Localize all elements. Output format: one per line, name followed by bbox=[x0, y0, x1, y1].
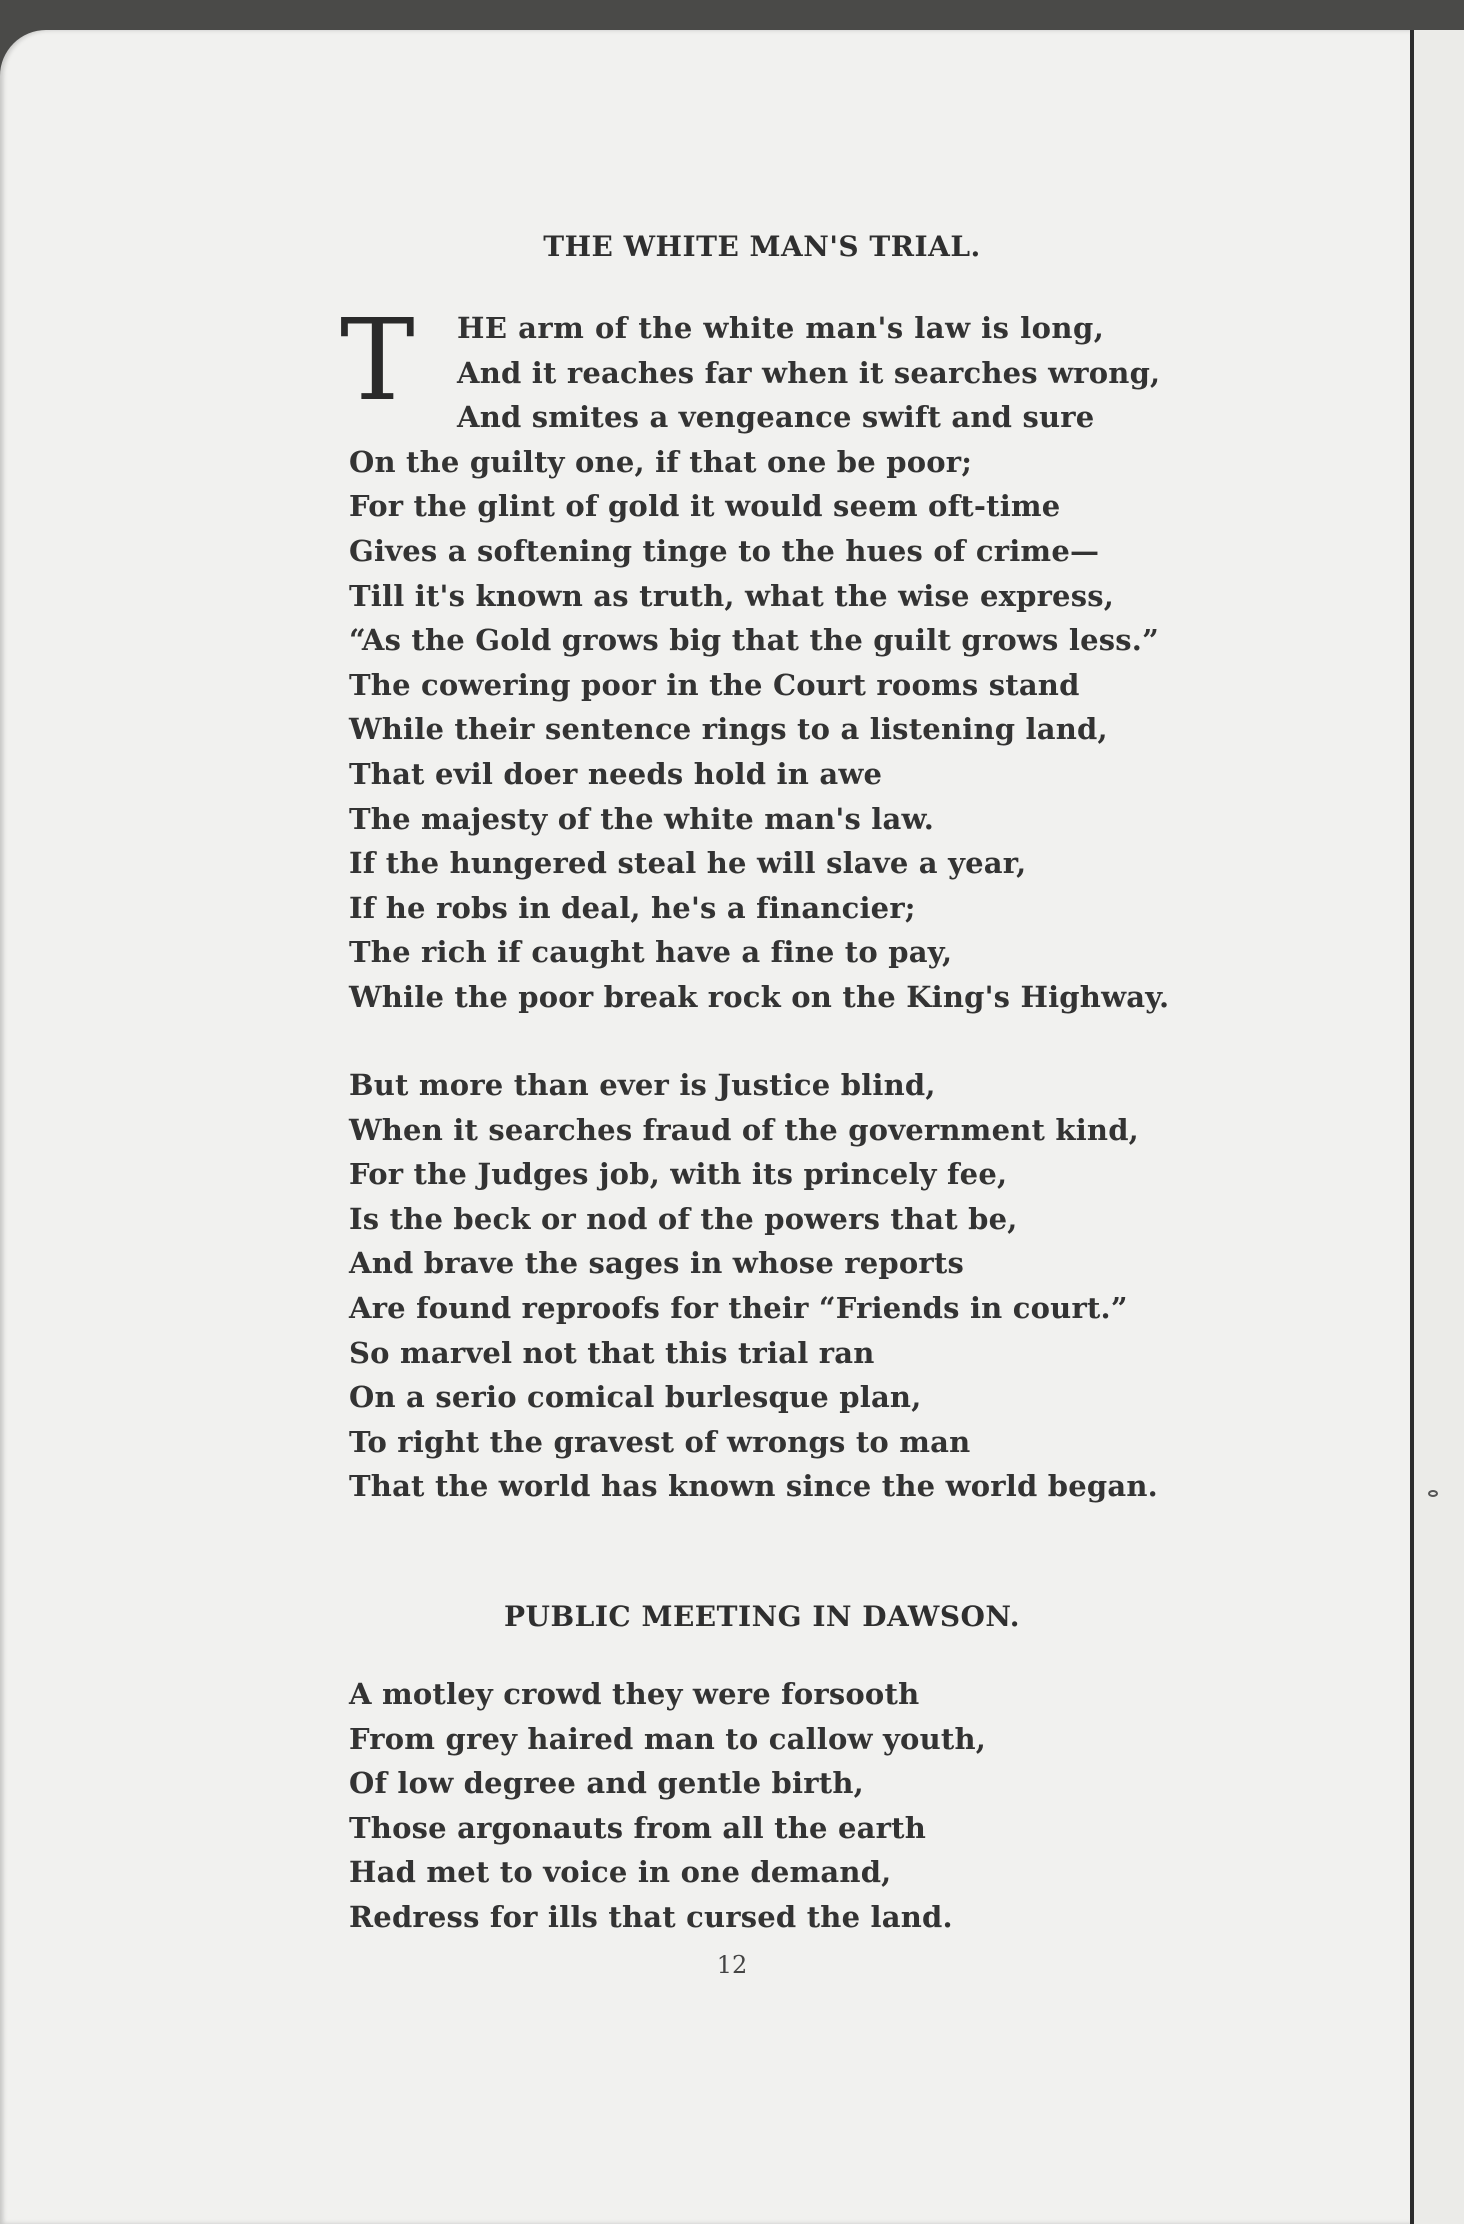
poem-line: Those argonauts from all the earth bbox=[349, 1810, 926, 1845]
poem-title-public-meeting: PUBLIC MEETING IN DAWSON. bbox=[504, 1600, 1020, 1633]
poem-line: When it searches fraud of the government kind, bbox=[349, 1112, 1139, 1147]
poem-line: The rich if caught have a fine to pay, bbox=[349, 935, 953, 970]
stanza-1 bbox=[349, 306, 1169, 1020]
poem-line: And it reaches far when it searches wrong, bbox=[457, 355, 1161, 390]
poem-line: If he robs in deal, he's a financier; bbox=[349, 890, 916, 925]
edge-mark bbox=[1428, 1490, 1438, 1497]
poem-line: Are found reproofs for their “Friends in court.” bbox=[349, 1290, 1128, 1325]
stanza-2 bbox=[349, 1063, 1158, 1509]
poem-line: For the Judges job, with its princely fee, bbox=[349, 1157, 1008, 1192]
poem-line: Had met to voice in one demand, bbox=[349, 1855, 892, 1890]
poem-line: Till it's known as truth, what the wise express, bbox=[349, 578, 1115, 613]
poem-line: So marvel not that this trial ran bbox=[349, 1335, 875, 1370]
poem-line: Gives a softening tinge to the hues of crime— bbox=[349, 533, 1100, 568]
poem-line: From grey haired man to callow youth, bbox=[349, 1721, 987, 1756]
poem-title-white-mans-trial: THE WHITE MAN'S TRIAL. bbox=[543, 230, 981, 263]
poem-line: Of low degree and gentle birth, bbox=[349, 1766, 864, 1801]
poem-line: And brave the sages in whose reports bbox=[349, 1246, 965, 1281]
drop-cap: T bbox=[340, 296, 415, 426]
poem-line: Redress for ills that cursed the land. bbox=[349, 1899, 953, 1934]
poem-line: On a serio comical burlesque plan, bbox=[349, 1380, 922, 1415]
facing-page-edge bbox=[1414, 30, 1464, 2224]
poem-line: Is the beck or nod of the powers that be, bbox=[349, 1201, 1018, 1236]
poem-line: That evil doer needs hold in awe bbox=[349, 756, 883, 791]
poem-line: And smites a vengeance swift and sure bbox=[457, 400, 1095, 435]
poem-line: For the glint of gold it would seem oft-time bbox=[349, 489, 1061, 524]
poem-line: HE arm of the white man's law is long, bbox=[457, 311, 1105, 345]
poem-line: The cowering poor in the Court rooms stand bbox=[349, 667, 1080, 702]
poem-line: The majesty of the white man's law. bbox=[349, 801, 935, 836]
poem-line: A motley crowd they were forsooth bbox=[349, 1677, 920, 1711]
poem-line: That the world has known since the world began. bbox=[349, 1469, 1158, 1504]
poem-line: “As the Gold grows big that the guilt grows less.” bbox=[349, 623, 1159, 658]
poem-line: If the hungered steal he will slave a year, bbox=[349, 846, 1027, 881]
poem-line: While the poor break rock on the King's Highway. bbox=[349, 979, 1170, 1014]
poem-line: But more than ever is Justice blind, bbox=[349, 1068, 936, 1102]
stanza-3 bbox=[349, 1672, 986, 1940]
poem-line: While their sentence rings to a listening land, bbox=[349, 712, 1108, 747]
poem-line: To right the gravest of wrongs to man bbox=[349, 1424, 971, 1459]
page-number: 12 bbox=[716, 1951, 748, 1979]
poem-line: On the guilty one, if that one be poor; bbox=[349, 444, 973, 479]
